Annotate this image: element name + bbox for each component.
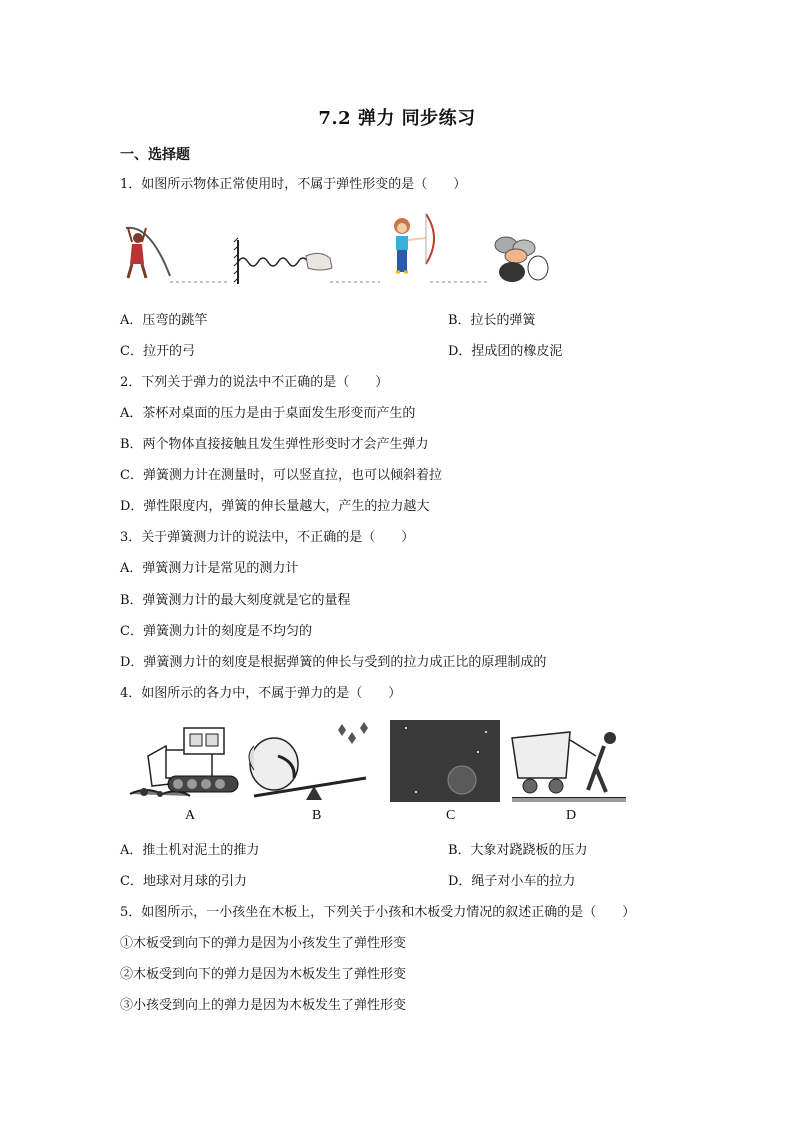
q1-option-c: C．拉开的弓	[120, 344, 195, 359]
q1-option-b: B．拉长的弹簧	[448, 313, 536, 328]
page-title: 7.2 弹力 同步练习	[318, 108, 476, 129]
q3-option-a: A．弹簧测力计是常见的测力计	[120, 561, 299, 576]
q3-option-b: B．弹簧测力计的最大刻度就是它的量程	[120, 593, 351, 608]
q1-option-d: D．捏成团的橡皮泥	[448, 344, 563, 359]
q3-option-c: C．弹簧测力计的刻度是不均匀的	[120, 624, 312, 639]
earth-moon-image	[390, 720, 500, 802]
q3-stem: 3．关于弹簧测力计的说法中，不正确的是（ ）	[120, 530, 415, 545]
q2-stem: 2．下列关于弹力的说法中不正确的是（ ）	[120, 375, 389, 390]
q5-stem: 5．如图所示，一小孩坐在木板上，下列关于小孩和木板受力情况的叙述正确的是（ ）	[120, 905, 636, 920]
q4-caption-b: B	[312, 808, 322, 823]
plasticine-image	[495, 237, 548, 282]
q2-option-d: D．弹性限度内，弹簧的伸长量越大，产生的拉力越大	[120, 499, 430, 514]
archer-image	[394, 214, 434, 272]
q1-option-a: A．压弯的跳竿	[120, 313, 208, 328]
section-heading: 一、选择题	[120, 147, 190, 163]
spring-image	[234, 238, 332, 284]
elephant-seesaw-image	[249, 722, 368, 800]
q4-caption-d: D	[566, 808, 577, 823]
q2-option-a: A．茶杯对桌面的压力是由于桌面发生形变而产生的	[120, 406, 416, 421]
pole-vaulter-image	[126, 228, 170, 278]
q4-caption-c: C	[446, 808, 456, 823]
q5-statement-3: ③小孩受到向上的弹力是因为木板发生了弹性形变	[120, 998, 407, 1013]
q2-option-c: C．弹簧测力计在测量时，可以竖直拉，也可以倾斜着拉	[120, 468, 442, 483]
q4-option-c: C．地球对月球的引力	[120, 874, 247, 889]
q1-figure	[120, 210, 560, 288]
q5-statement-2: ②木板受到向下的弹力是因为木板发生了弹性形变	[120, 967, 407, 982]
q3-option-d: D．弹簧测力计的刻度是根据弹簧的伸长与受到的拉力成正比的原理制成的	[120, 655, 547, 670]
q4-option-a: A．推土机对泥土的推力	[120, 843, 260, 858]
q4-figure	[126, 716, 630, 806]
q4-stem: 4．如图所示的各力中，不属于弹力的是（ ）	[120, 686, 402, 701]
bulldozer-image	[130, 728, 238, 797]
rope-cart-image	[512, 732, 626, 802]
q5-statement-1: ①木板受到向下的弹力是因为小孩发生了弹性形变	[120, 936, 407, 951]
q4-option-b: B．大象对跷跷板的压力	[448, 843, 588, 858]
q4-option-d: D．绳子对小车的拉力	[448, 874, 576, 889]
q4-caption-a: A	[185, 808, 196, 823]
q2-option-b: B．两个物体直接接触且发生弹性形变时才会产生弹力	[120, 437, 429, 452]
q1-stem: 1．如图所示物体正常使用时，不属于弹性形变的是（ ）	[120, 177, 467, 192]
